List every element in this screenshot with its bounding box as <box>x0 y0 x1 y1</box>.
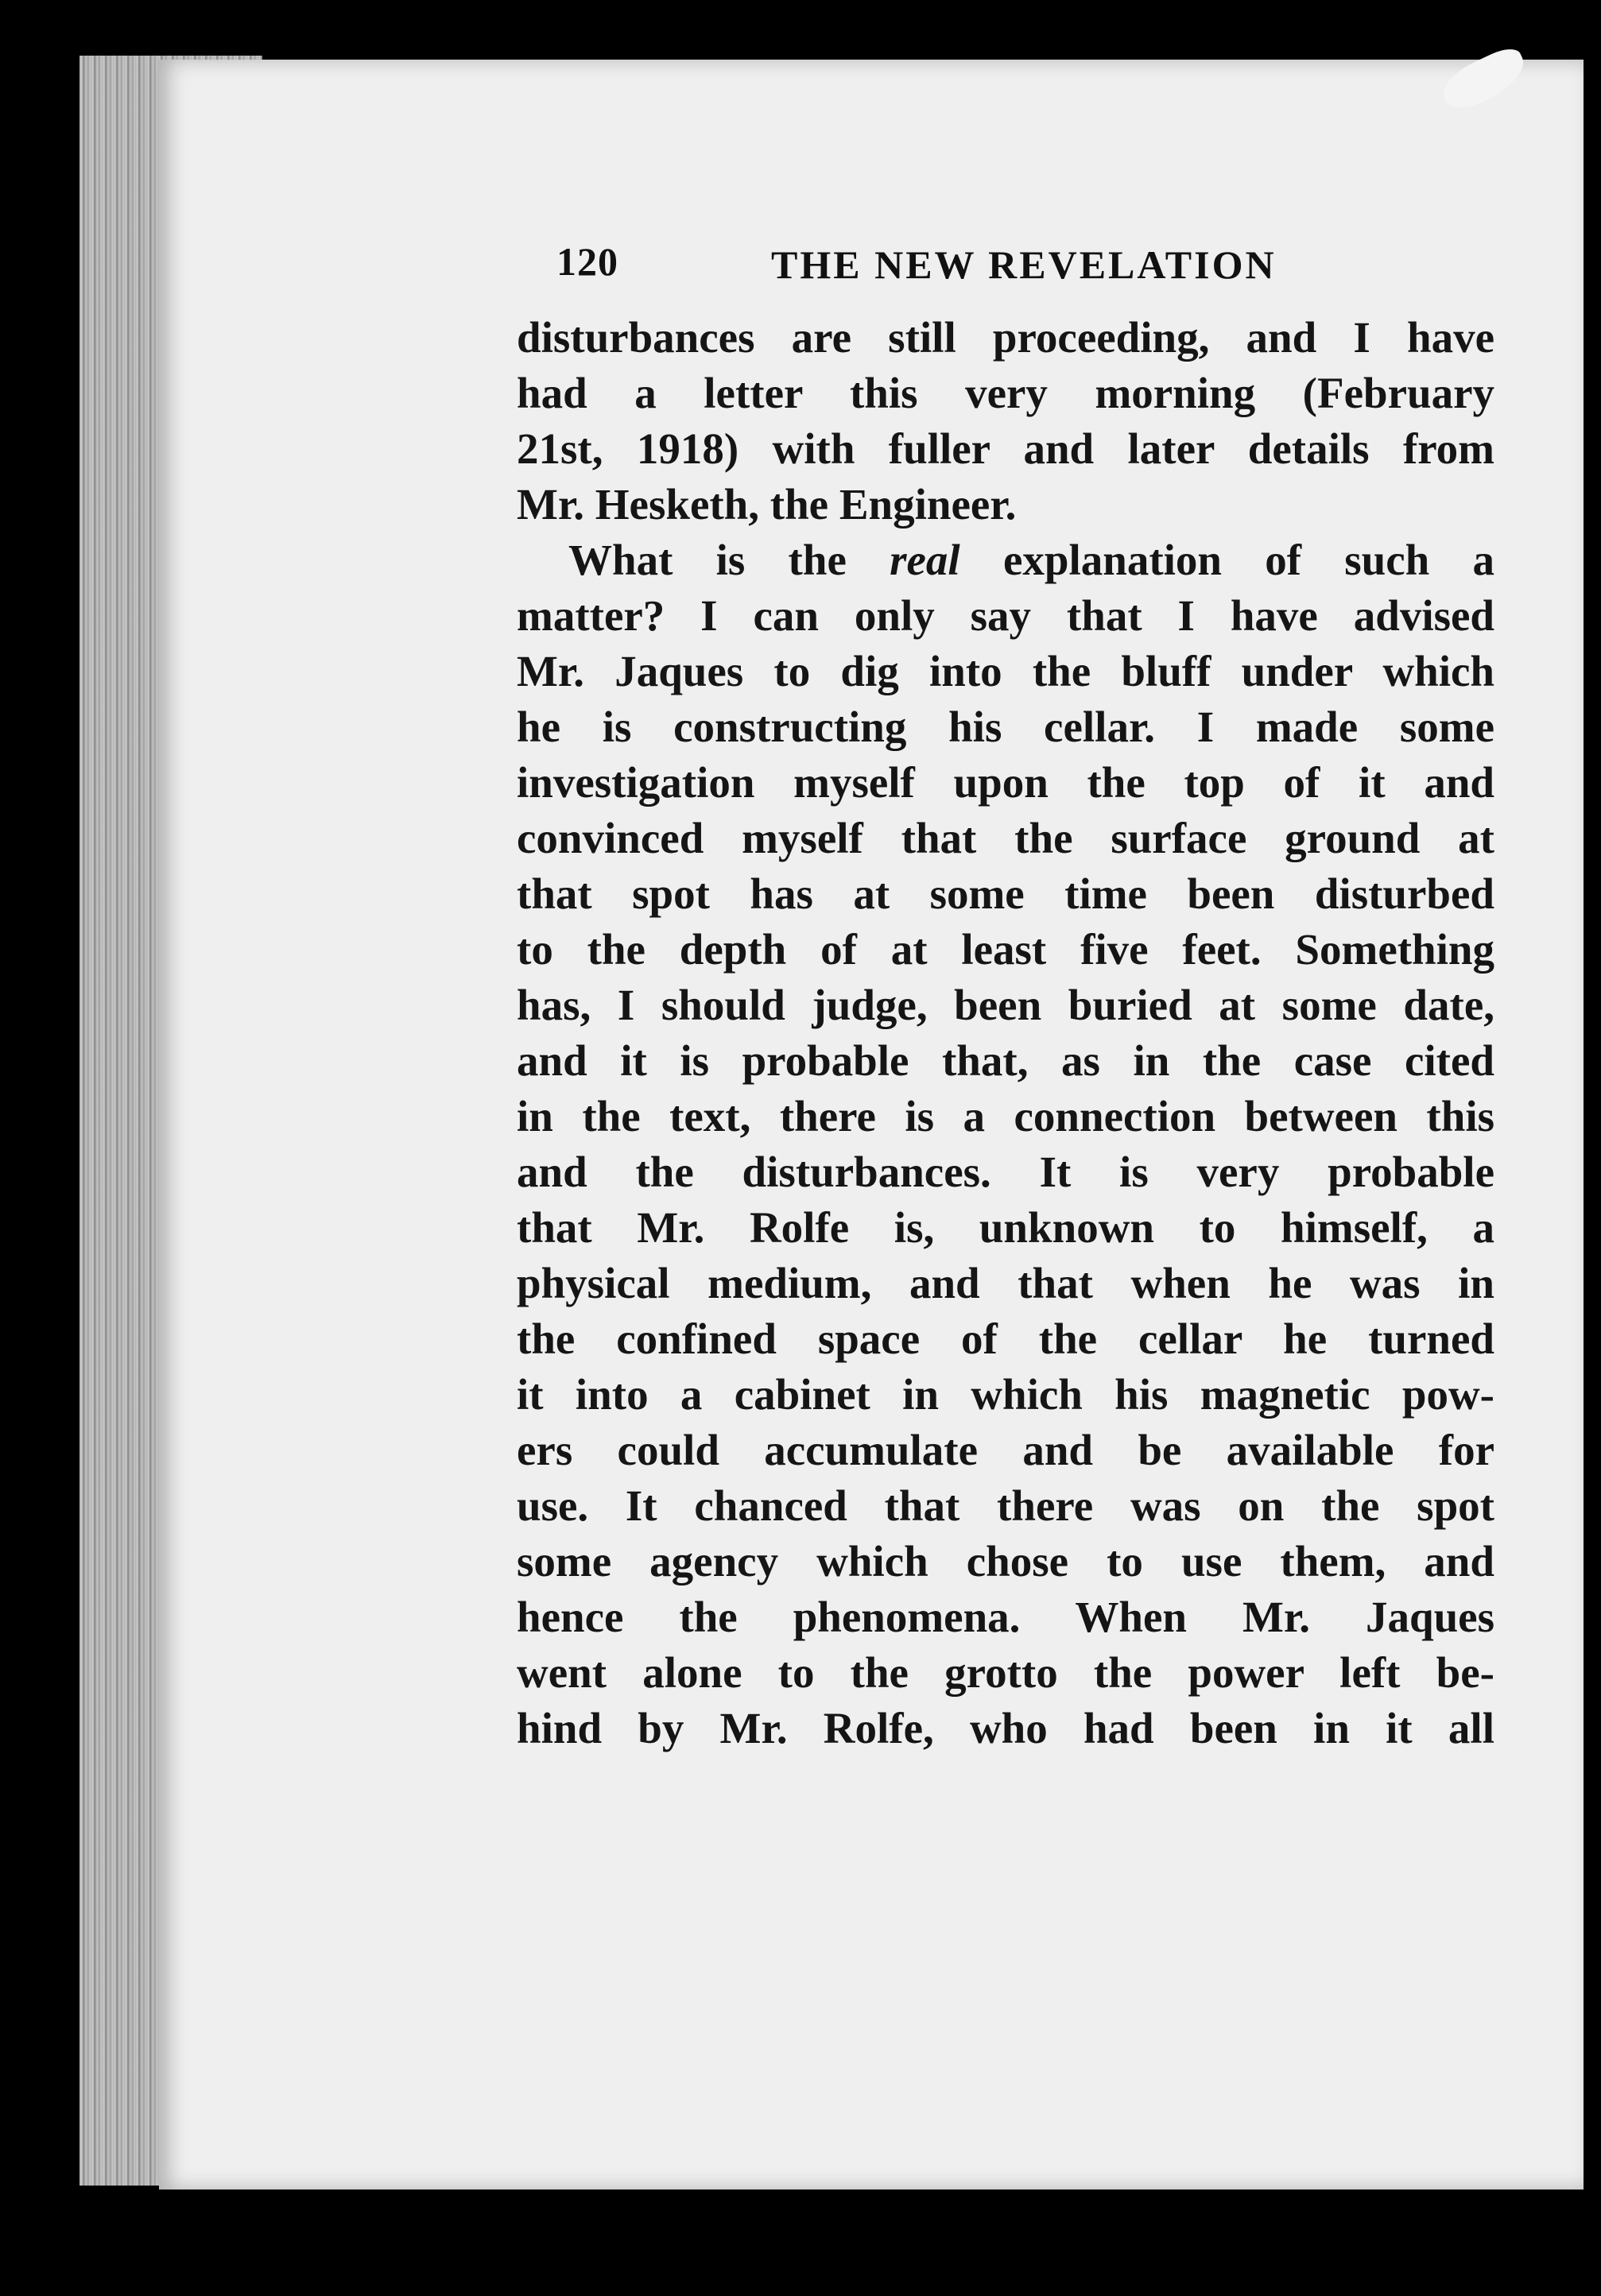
emphasis-text: real <box>890 536 960 584</box>
text-line: it into a cabinet in which his magnetic pow- <box>517 1370 1494 1419</box>
text-line: Mr. Jaques to dig into the bluff under which <box>517 647 1494 695</box>
text-line: hence the phenomena. When Mr. Jaques <box>517 1593 1494 1641</box>
text-run: What is the <box>568 536 847 584</box>
text-line: 21st, 1918) with fuller and later details from <box>517 424 1494 473</box>
text-line: Mr. Hesketh, the Engineer. <box>517 480 1017 529</box>
text-line: hind by Mr. Rolfe, who had been in it all <box>517 1704 1494 1752</box>
text-run: explanation of such a <box>1002 536 1495 584</box>
text-line: matter? I can only say that I have advised <box>517 591 1494 640</box>
text-line: the confined space of the cellar he turned <box>517 1314 1494 1363</box>
text-line: investigation myself upon the top of it and <box>517 758 1494 807</box>
page-number: 120 <box>556 239 618 284</box>
text-line: convinced myself that the surface ground at <box>517 814 1494 862</box>
text-line: he is constructing his cellar. I made some <box>517 703 1494 751</box>
text-line: has, I should judge, been buried at some date, <box>517 981 1494 1029</box>
text-line: that Mr. Rolfe is, unknown to himself, a <box>517 1203 1494 1252</box>
page-body <box>517 310 1494 1756</box>
text-line: ers could accumulate and be available for <box>517 1426 1494 1474</box>
text-line: that spot has at some time been disturbed <box>517 869 1494 918</box>
text-line: in the text, there is a connection between this <box>517 1092 1494 1140</box>
paragraph-first-line <box>517 532 1494 588</box>
running-title: THE NEW REVELATION <box>771 242 1277 287</box>
text-line: had a letter this very morning (February <box>517 369 1494 417</box>
text-line: went alone to the grotto the power left be- <box>517 1648 1494 1697</box>
text-line: use. It chanced that there was on the spot <box>517 1481 1494 1530</box>
text-line: physical medium, and that when he was in <box>517 1259 1494 1307</box>
text-line: disturbances are still proceeding, and I have <box>517 313 1494 362</box>
text-line: to the depth of at least five feet. Something <box>517 925 1494 974</box>
text-line: and the disturbances. It is very probable <box>517 1148 1494 1196</box>
text-line: some agency which chose to use them, and <box>517 1537 1494 1586</box>
text-line: and it is probable that, as in the case cited <box>517 1036 1494 1085</box>
page-header <box>556 238 1320 302</box>
